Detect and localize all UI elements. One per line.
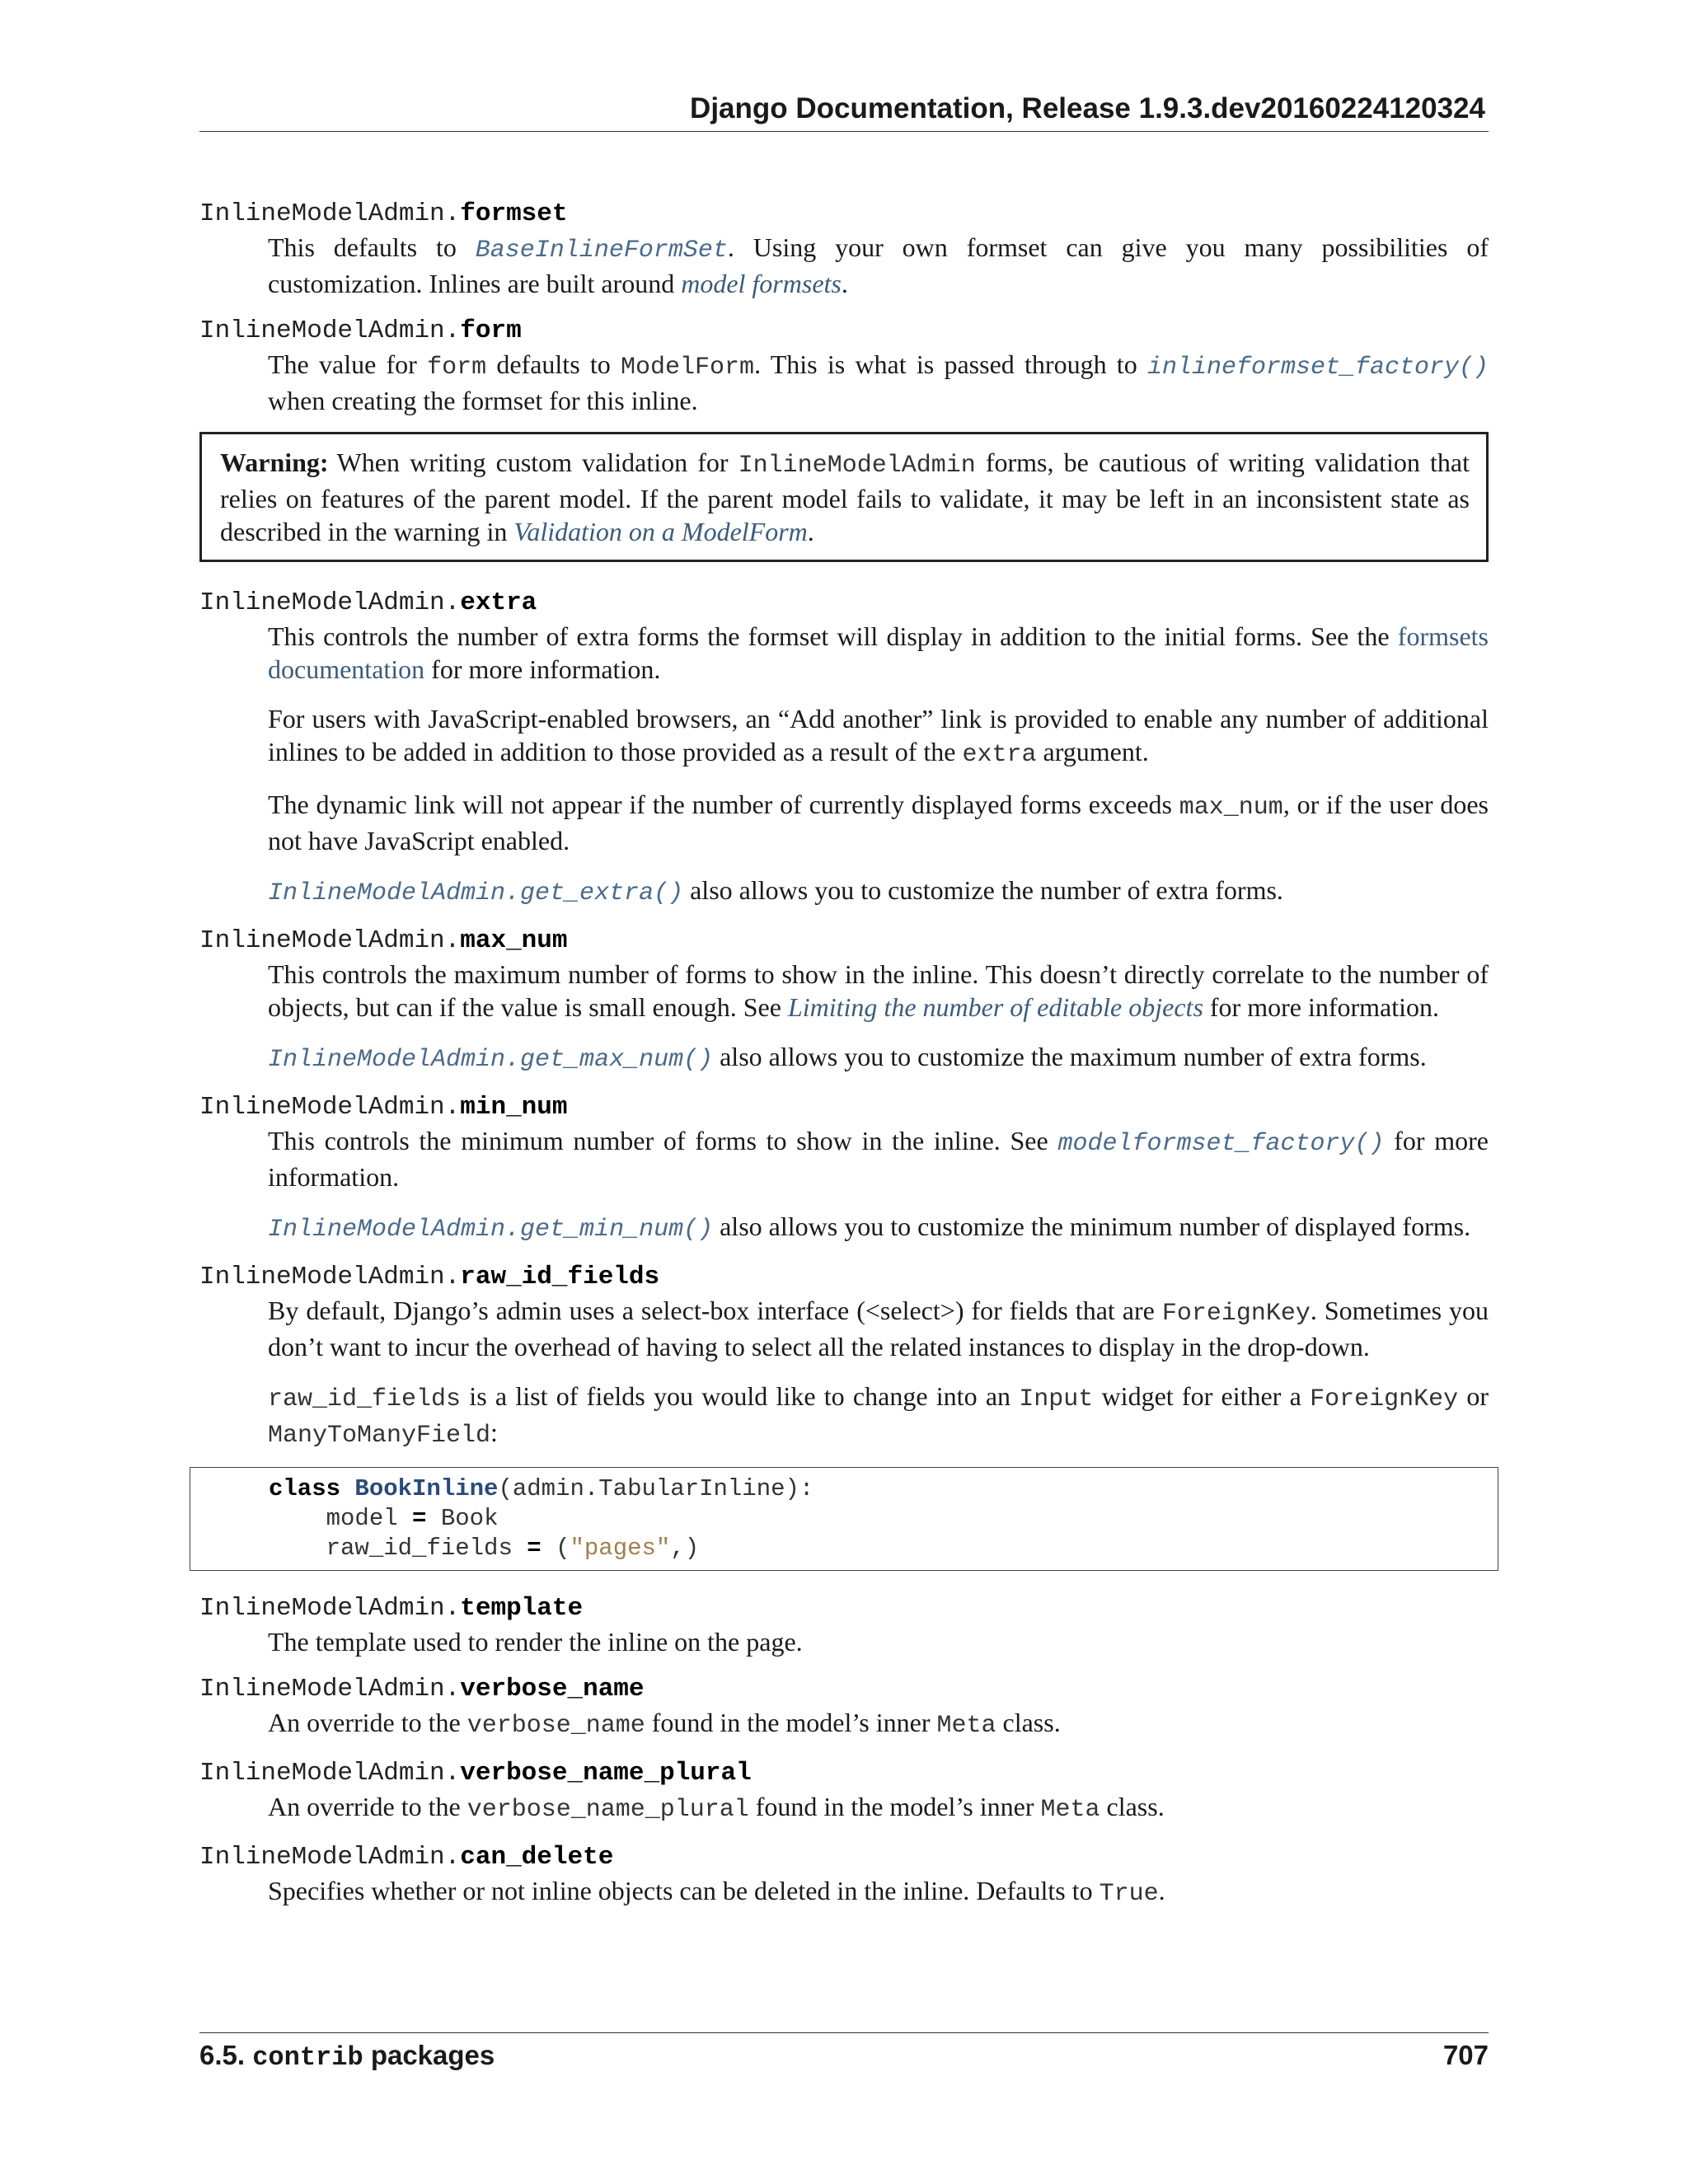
inline-code: ForeignKey — [1161, 1300, 1311, 1328]
inline-code: InlineModelAdmin — [738, 452, 976, 480]
text: The value for — [268, 349, 428, 379]
paragraph — [268, 1706, 1489, 1742]
attr-verbose-name-plural-description — [268, 1790, 1489, 1826]
code-operator: = — [412, 1505, 427, 1532]
attr-form-signature — [199, 315, 1489, 348]
warning-title: Warning: — [220, 448, 329, 477]
paragraph — [268, 874, 1489, 910]
text: when creating the formset for this inline. — [268, 386, 698, 415]
paragraph — [268, 788, 1489, 857]
attr-prefix: InlineModelAdmin. — [199, 199, 461, 228]
attr-name: verbose_name — [460, 1675, 645, 1704]
attr-prefix: InlineModelAdmin. — [199, 1594, 461, 1623]
paragraph — [268, 1790, 1489, 1826]
code-text: Book — [426, 1505, 499, 1532]
attr-max-num-description — [268, 958, 1489, 1076]
text: : — [490, 1418, 498, 1447]
paragraph — [268, 1210, 1489, 1246]
attr-extra-signature — [199, 587, 1489, 620]
attr-prefix: InlineModelAdmin. — [199, 926, 461, 955]
attr-prefix: InlineModelAdmin. — [199, 1093, 461, 1122]
text: This controls the maximum number of forms to show in the inline. This doesn’t directly correlate to the number of objects, but can if the value is small enough. See — [268, 959, 1489, 1022]
attr-can-delete-signature — [199, 1841, 1489, 1874]
paragraph — [268, 1124, 1489, 1193]
text: . Sometimes you don’t want to incur the overhead of having to select all the related instances to display in the drop-down. — [268, 1296, 1489, 1361]
text: also allows you to customize the maximum number of extra forms. — [713, 1042, 1427, 1071]
inline-code: Input — [1019, 1385, 1094, 1413]
inline-code: ModelForm — [621, 354, 755, 382]
inline-code: form — [427, 354, 487, 382]
text: class. — [996, 1708, 1061, 1737]
attr-verbose-name-description — [268, 1706, 1489, 1742]
footer-section-text: packages — [370, 2040, 495, 2070]
inline-code: ForeignKey — [1310, 1385, 1459, 1413]
text: found in the model’s inner — [748, 1792, 1041, 1821]
attr-prefix: InlineModelAdmin. — [199, 316, 461, 345]
attr-name: formset — [460, 199, 568, 228]
code-example-block — [190, 1467, 1498, 1571]
code-class-name: BookInline — [354, 1475, 499, 1502]
text: This controls the minimum number of forms to show in the inline. See — [268, 1126, 1058, 1155]
xref-modelformset-factory[interactable]: modelformset_factory() — [1057, 1130, 1385, 1158]
inline-code: Meta — [936, 1712, 996, 1740]
text: . — [807, 517, 814, 546]
link-model-formsets[interactable]: model formsets — [681, 269, 842, 298]
inline-code: True — [1099, 1880, 1159, 1908]
text: . — [1158, 1876, 1165, 1905]
attr-max-num-signature — [199, 925, 1489, 958]
paragraph — [268, 348, 1489, 417]
attr-formset-signature — [199, 198, 1489, 231]
link-formsets-documentation[interactable]: formsets documentation — [268, 621, 1489, 684]
text: widget for either a — [1093, 1381, 1311, 1411]
xref-inlineformset-factory[interactable]: inlineformset_factory() — [1146, 354, 1489, 382]
text: For users with JavaScript-enabled browsers, an “Add another” link is provided to enable any number of additional inlines to be added in addition to those provided as a result of the — [268, 704, 1489, 766]
paragraph — [268, 620, 1489, 686]
attr-formset-description — [268, 231, 1489, 300]
attr-prefix: InlineModelAdmin. — [199, 1759, 461, 1788]
attr-name: extra — [460, 588, 537, 617]
inline-code: verbose_name_plural — [467, 1796, 749, 1824]
text: An override to the — [268, 1708, 467, 1737]
warning-admonition — [199, 432, 1489, 562]
text: By default, Django’s admin uses a select-box interface (<select>) for fields that are — [268, 1296, 1162, 1325]
attr-form-description — [268, 348, 1489, 417]
attr-verbose-name-signature — [199, 1673, 1489, 1706]
text: . Using your own formset can give you many possibilities of customization. Inlines are built around — [268, 232, 1489, 298]
attr-name: form — [460, 316, 522, 345]
attr-raw-id-fields-signature — [199, 1261, 1489, 1294]
xref-base-inline-formset[interactable]: BaseInlineFormSet — [475, 237, 728, 265]
attr-name: verbose_name_plural — [460, 1759, 752, 1788]
attr-min-num-signature — [199, 1091, 1489, 1124]
text: argument. — [1036, 737, 1149, 766]
footer-section-title — [199, 2040, 495, 2073]
code-keyword: class — [269, 1475, 341, 1502]
code-text: ( — [541, 1535, 570, 1562]
paragraph — [268, 702, 1489, 771]
footer-section-code: contrib — [252, 2042, 363, 2073]
attr-name: raw_id_fields — [460, 1263, 660, 1291]
code-text: raw_id_fields — [326, 1535, 528, 1562]
attr-prefix: InlineModelAdmin. — [199, 1263, 461, 1291]
attr-prefix: InlineModelAdmin. — [199, 1675, 461, 1704]
code-text: (admin.TabularInline): — [498, 1475, 814, 1502]
text: The dynamic link will not appear if the number of currently displayed forms exceeds — [268, 790, 1179, 819]
inline-code: verbose_name — [467, 1712, 645, 1740]
xref-get-max-num[interactable]: InlineModelAdmin.get_max_num() — [268, 1046, 714, 1074]
text: . This is what is passed through to — [754, 349, 1147, 379]
text: , or if the user does not have JavaScript enabled. — [268, 790, 1489, 855]
text: for more information. — [424, 654, 661, 684]
attr-name: template — [460, 1594, 584, 1623]
paragraph — [268, 231, 1489, 300]
paragraph — [268, 1294, 1489, 1363]
text: is a list of fields you would like to change into an — [461, 1381, 1020, 1411]
header-rule — [199, 131, 1489, 132]
text: This controls the number of extra forms the formset will display in addition to the initial forms. See the — [268, 621, 1398, 651]
inline-code: max_num — [1179, 794, 1283, 822]
paragraph — [268, 1040, 1489, 1076]
attr-prefix: InlineModelAdmin. — [199, 588, 461, 617]
attr-extra-description — [268, 620, 1489, 910]
text: or — [1458, 1381, 1489, 1411]
attr-verbose-name-plural-signature — [199, 1757, 1489, 1790]
link-validation-on-modelform[interactable]: Validation on a ModelForm — [513, 517, 808, 546]
footer-page-number: 707 — [1442, 2040, 1489, 2070]
text: also allows you to customize the number of extra forms. — [683, 875, 1283, 905]
code-operator: = — [527, 1535, 542, 1562]
text: This defaults to — [268, 232, 476, 262]
attr-template-description — [268, 1625, 1489, 1658]
paragraph — [268, 1625, 1489, 1658]
inline-code: Meta — [1040, 1796, 1100, 1824]
inline-code: raw_id_fields — [268, 1385, 462, 1413]
attr-can-delete-description — [268, 1874, 1489, 1910]
xref-get-min-num[interactable]: InlineModelAdmin.get_min_num() — [268, 1216, 714, 1244]
inline-code: extra — [962, 741, 1037, 769]
text: defaults to — [486, 349, 621, 379]
code-text: model — [326, 1505, 413, 1532]
page-header-title: Django Documentation, Release 1.9.3.dev20160224120324 — [690, 92, 1485, 124]
paragraph — [268, 1874, 1489, 1910]
attr-name: can_delete — [460, 1843, 614, 1872]
code-string: "pages" — [570, 1535, 671, 1562]
paragraph — [268, 1380, 1489, 1452]
attr-template-signature — [199, 1592, 1489, 1625]
text: for more information. — [1203, 992, 1440, 1022]
inline-code: ManyToManyField — [268, 1422, 491, 1450]
text: Specifies whether or not inline objects can be deleted in the inline. Defaults to — [268, 1876, 1100, 1905]
attr-name: max_num — [460, 926, 568, 955]
footer-rule — [199, 2032, 1489, 2033]
page-content — [199, 198, 1489, 1925]
attr-min-num-description — [268, 1124, 1489, 1246]
text: also allows you to customize the minimum number of displayed forms. — [713, 1212, 1471, 1241]
text: found in the model’s inner — [645, 1708, 937, 1737]
text: . — [841, 269, 848, 298]
text: for more information. — [268, 1126, 1489, 1192]
paragraph — [268, 958, 1489, 1024]
xref-get-extra[interactable]: InlineModelAdmin.get_extra() — [268, 879, 684, 907]
text: When writing custom validation for — [336, 448, 738, 477]
text: class. — [1100, 1792, 1165, 1821]
text: The template used to render the inline on the page. — [268, 1627, 803, 1657]
link-limiting-editable-objects[interactable]: Limiting the number of editable objects — [787, 992, 1203, 1022]
text: forms, be cautious of writing validation that relies on features of the parent model. If the parent model fails to validate, it may be left in an inconsistent state as described in the warning in — [220, 448, 1470, 546]
footer-section-number: 6.5. — [199, 2040, 246, 2070]
code-text: ,) — [670, 1535, 700, 1562]
attr-raw-id-fields-description — [268, 1294, 1489, 1452]
attr-name: min_num — [460, 1093, 568, 1122]
attr-prefix: InlineModelAdmin. — [199, 1843, 461, 1872]
text: An override to the — [268, 1792, 467, 1821]
